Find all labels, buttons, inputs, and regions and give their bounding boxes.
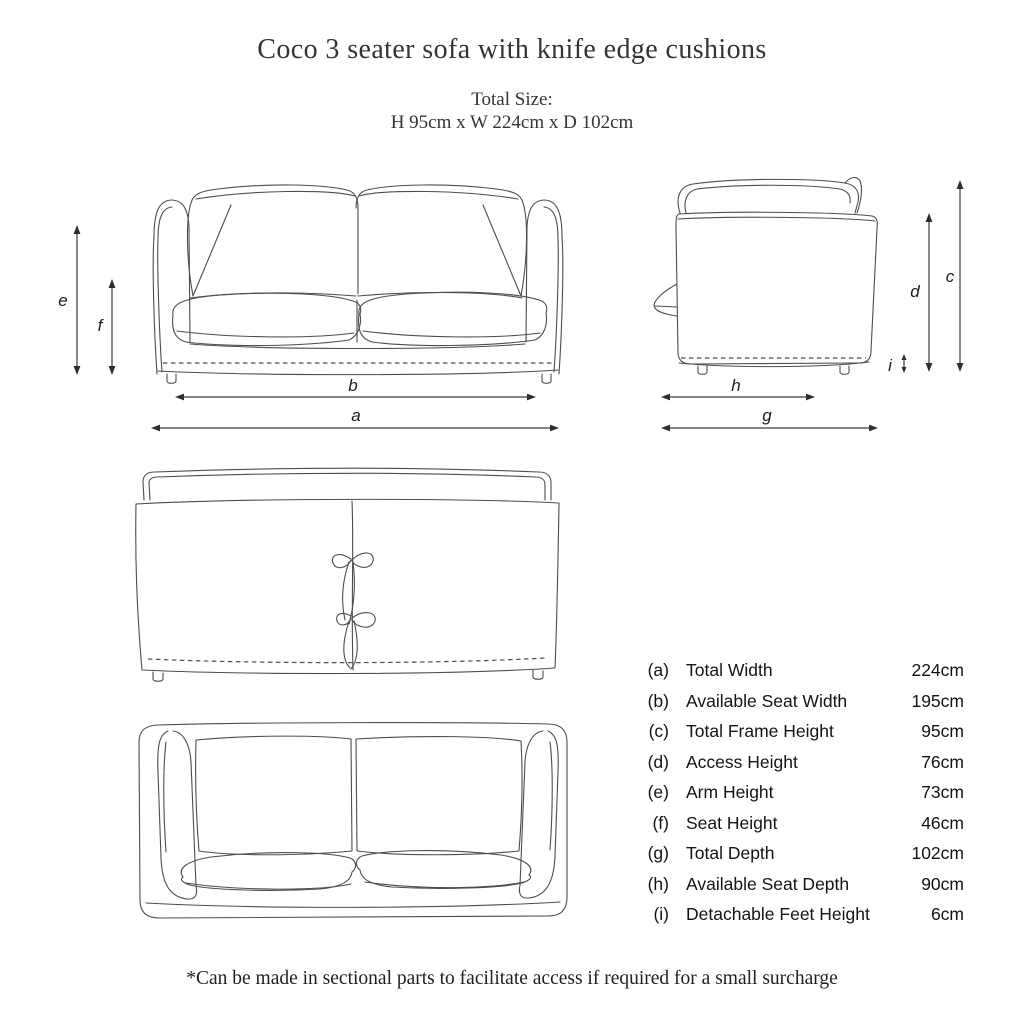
dim-label-h: h — [731, 376, 741, 395]
total-size-label: Total Size: — [471, 89, 553, 110]
back-view-drawing — [136, 468, 559, 681]
dimension-key: (c) — [648, 721, 669, 741]
dimension-label: Arm Height — [686, 782, 774, 802]
dimension-key: (d) — [647, 751, 669, 772]
dim-label-d: d — [910, 282, 920, 301]
dimension-key: (h) — [647, 873, 669, 894]
dim-label-a: a — [351, 406, 361, 425]
dim-arrow-i — [902, 354, 907, 373]
table-row — [633, 716, 964, 747]
dimension-key: (a) — [647, 660, 669, 680]
dimension-label: Available Seat Depth — [686, 873, 850, 894]
dimension-value: 102cm — [911, 843, 964, 863]
dimension-key: (e) — [647, 782, 669, 802]
dim-arrow-c — [957, 180, 964, 372]
dimension-value: 95cm — [921, 721, 964, 741]
dimension-value: 90cm — [921, 873, 964, 894]
dim-label-e: e — [58, 291, 68, 310]
dimension-label: Access Height — [686, 751, 798, 772]
table-row — [633, 899, 964, 930]
table-row — [633, 838, 964, 869]
dimension-value: 46cm — [921, 812, 964, 833]
dim-arrow-a — [151, 425, 559, 432]
dim-label-f: f — [97, 316, 103, 335]
table-row — [633, 747, 964, 778]
dimension-value: 73cm — [921, 782, 964, 802]
dim-label-b: b — [348, 376, 358, 395]
dimension-key: (b) — [647, 690, 669, 711]
table-row — [633, 808, 964, 839]
dim-label-c: c — [945, 267, 955, 286]
dimension-label: Total Width — [686, 660, 773, 680]
top-view-drawing — [139, 723, 567, 918]
dimension-label: Total Depth — [686, 843, 775, 863]
table-row — [633, 686, 964, 717]
dimension-value: 224cm — [911, 660, 964, 680]
total-size-value: H 95cm x W 224cm x D 102cm — [390, 112, 634, 133]
dim-arrow-f — [109, 279, 116, 375]
footnote: *Can be made in sectional parts to facilitate access if required for a small surcharge — [186, 968, 838, 989]
dimension-label: Total Frame Height — [686, 721, 834, 741]
front-view-drawing — [153, 185, 563, 383]
dimension-label: Detachable Feet Height — [686, 904, 870, 924]
dim-arrow-d — [926, 213, 933, 372]
table-row — [633, 869, 964, 900]
page-title: Coco 3 seater sofa with knife edge cushions — [257, 34, 767, 65]
dimension-label: Available Seat Width — [686, 690, 848, 711]
table-row — [633, 777, 964, 808]
dim-label-g: g — [762, 406, 772, 425]
dimension-key: (i) — [653, 904, 669, 924]
dim-arrow-e — [74, 225, 81, 375]
table-row — [633, 655, 964, 686]
dimension-key: (f) — [652, 812, 669, 833]
side-view-drawing — [654, 177, 877, 374]
dimension-value: 76cm — [921, 751, 964, 772]
dim-arrow-g — [661, 425, 878, 432]
dimension-table — [633, 655, 964, 930]
dimension-key: (g) — [647, 843, 669, 863]
dimension-label: Seat Height — [686, 812, 778, 833]
dimension-value: 195cm — [911, 690, 964, 711]
dim-label-i: i — [888, 356, 892, 375]
dimension-value: 6cm — [930, 904, 964, 924]
